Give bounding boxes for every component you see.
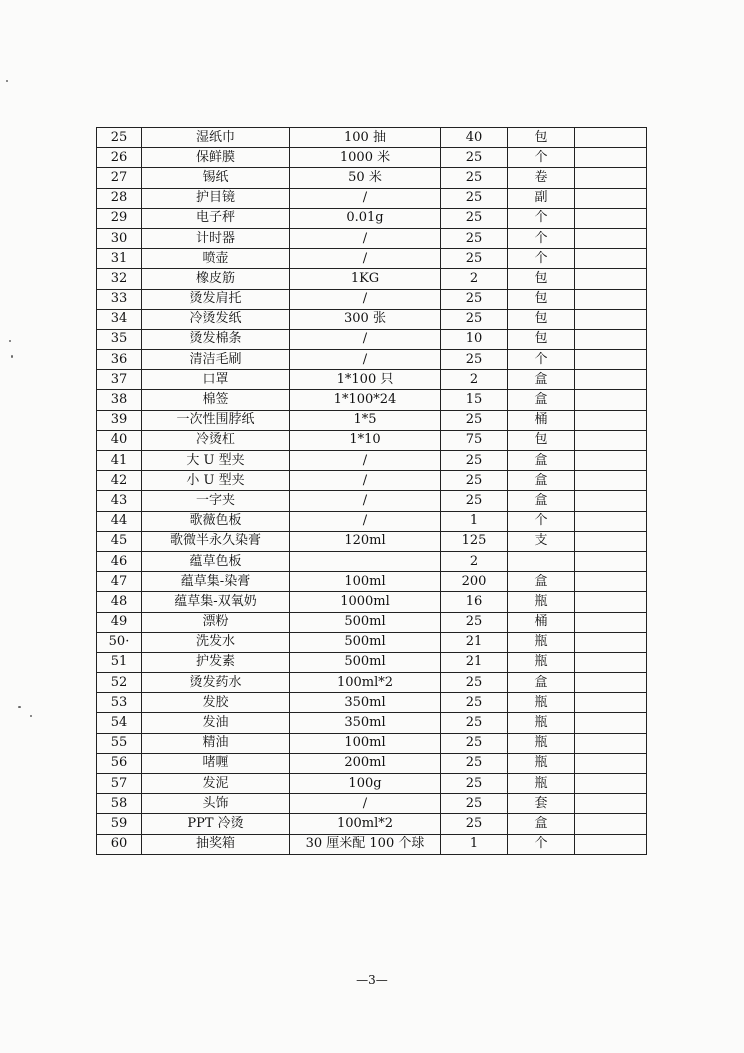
item-name: 大 U 型夹 [142, 451, 290, 471]
table-row [97, 834, 647, 854]
row-number: 51 [97, 652, 142, 672]
item-spec: 50 米 [290, 168, 441, 188]
empty-cell [575, 228, 647, 248]
item-unit: 瓶 [508, 693, 575, 713]
item-quantity: 200 [441, 572, 508, 592]
item-name: 护目镜 [142, 188, 290, 208]
item-name: 洗发水 [142, 632, 290, 652]
item-quantity: 25 [441, 208, 508, 228]
item-quantity: 25 [441, 228, 508, 248]
row-number: 52 [97, 673, 142, 693]
row-number: 34 [97, 309, 142, 329]
table-row [97, 753, 647, 773]
item-name: 烫发棉条 [142, 329, 290, 349]
table-row [97, 814, 647, 834]
empty-cell [575, 592, 647, 612]
item-spec: 100ml*2 [290, 673, 441, 693]
table-row [97, 228, 647, 248]
item-spec: 100 抽 [290, 128, 441, 148]
empty-cell [575, 128, 647, 148]
item-name: 锡纸 [142, 168, 290, 188]
item-name: 发油 [142, 713, 290, 733]
row-number: 38 [97, 390, 142, 410]
table-row [97, 572, 647, 592]
item-name: 棉签 [142, 390, 290, 410]
item-spec: 1*5 [290, 410, 441, 430]
item-quantity: 25 [441, 491, 508, 511]
item-name: 小 U 型夹 [142, 471, 290, 491]
table-row [97, 733, 647, 753]
item-unit: 瓶 [508, 753, 575, 773]
item-name: 一次性围脖纸 [142, 410, 290, 430]
item-spec: 30 厘米配 100 个球 [290, 834, 441, 854]
empty-cell [575, 309, 647, 329]
row-number: 44 [97, 511, 142, 531]
row-number: 33 [97, 289, 142, 309]
item-quantity: 25 [441, 309, 508, 329]
item-unit: 个 [508, 228, 575, 248]
item-name: 蕴草集-染膏 [142, 572, 290, 592]
item-name: 歌薇色板 [142, 511, 290, 531]
table-row [97, 249, 647, 269]
table-row [97, 208, 647, 228]
item-spec: 350ml [290, 693, 441, 713]
item-spec: 1*10 [290, 430, 441, 450]
item-unit: 瓶 [508, 592, 575, 612]
item-quantity: 25 [441, 753, 508, 773]
item-spec: / [290, 511, 441, 531]
item-spec [290, 551, 441, 571]
item-unit: 瓶 [508, 652, 575, 672]
item-quantity: 16 [441, 592, 508, 612]
row-number: 55 [97, 733, 142, 753]
item-spec: 100ml [290, 733, 441, 753]
table-row [97, 794, 647, 814]
item-quantity: 1 [441, 511, 508, 531]
item-quantity: 75 [441, 430, 508, 450]
table-row [97, 188, 647, 208]
item-unit: 盒 [508, 451, 575, 471]
empty-cell [575, 188, 647, 208]
item-unit: 个 [508, 511, 575, 531]
item-quantity: 21 [441, 652, 508, 672]
item-quantity: 1 [441, 834, 508, 854]
item-name: 啫喱 [142, 753, 290, 773]
empty-cell [575, 693, 647, 713]
item-name: 歌微半永久染膏 [142, 531, 290, 551]
item-spec: 0.01g [290, 208, 441, 228]
item-unit: 包 [508, 289, 575, 309]
table-row [97, 471, 647, 491]
empty-cell [575, 612, 647, 632]
empty-cell [575, 249, 647, 269]
item-unit: 套 [508, 794, 575, 814]
row-number: 35 [97, 329, 142, 349]
item-unit: 包 [508, 430, 575, 450]
empty-cell [575, 713, 647, 733]
item-name: 一字夹 [142, 491, 290, 511]
empty-cell [575, 572, 647, 592]
row-number: 48 [97, 592, 142, 612]
item-spec: 100g [290, 774, 441, 794]
row-number: 30 [97, 228, 142, 248]
row-number: 50· [97, 632, 142, 652]
item-unit: 副 [508, 188, 575, 208]
table-row [97, 370, 647, 390]
table-row [97, 451, 647, 471]
item-spec: 1000 米 [290, 148, 441, 168]
item-quantity: 25 [441, 249, 508, 269]
item-name: 橡皮筋 [142, 269, 290, 289]
empty-cell [575, 511, 647, 531]
table-row [97, 410, 647, 430]
item-name: 精油 [142, 733, 290, 753]
empty-cell [575, 673, 647, 693]
table-row [97, 632, 647, 652]
item-spec: 120ml [290, 531, 441, 551]
empty-cell [575, 794, 647, 814]
empty-cell [575, 551, 647, 571]
empty-cell [575, 531, 647, 551]
item-spec: / [290, 228, 441, 248]
item-unit: 盒 [508, 491, 575, 511]
empty-cell [575, 451, 647, 471]
table-row [97, 128, 647, 148]
item-spec: / [290, 249, 441, 269]
row-number: 57 [97, 774, 142, 794]
item-spec: / [290, 329, 441, 349]
row-number: 31 [97, 249, 142, 269]
empty-cell [575, 834, 647, 854]
item-name: 喷壶 [142, 249, 290, 269]
scan-speck [18, 706, 21, 708]
item-spec: / [290, 794, 441, 814]
table-row [97, 390, 647, 410]
item-spec: 500ml [290, 652, 441, 672]
table-row [97, 148, 647, 168]
table-row [97, 531, 647, 551]
item-quantity: 2 [441, 551, 508, 571]
item-quantity: 25 [441, 289, 508, 309]
row-number: 47 [97, 572, 142, 592]
item-unit: 盒 [508, 572, 575, 592]
item-quantity: 25 [441, 814, 508, 834]
row-number: 36 [97, 350, 142, 370]
empty-cell [575, 410, 647, 430]
item-spec: 1*100*24 [290, 390, 441, 410]
empty-cell [575, 370, 647, 390]
table-row [97, 430, 647, 450]
item-name: 头饰 [142, 794, 290, 814]
item-quantity: 25 [441, 451, 508, 471]
item-name: 口罩 [142, 370, 290, 390]
item-quantity: 25 [441, 612, 508, 632]
item-spec: 100ml [290, 572, 441, 592]
item-name: 抽奖箱 [142, 834, 290, 854]
empty-cell [575, 168, 647, 188]
item-name: 发胶 [142, 693, 290, 713]
item-unit: 瓶 [508, 733, 575, 753]
row-number: 45 [97, 531, 142, 551]
item-quantity: 2 [441, 269, 508, 289]
table-row [97, 269, 647, 289]
empty-cell [575, 733, 647, 753]
item-name: 发泥 [142, 774, 290, 794]
item-quantity: 25 [441, 774, 508, 794]
item-name: 蕴草集-双氧奶 [142, 592, 290, 612]
item-unit: 瓶 [508, 774, 575, 794]
scan-speck [6, 80, 8, 82]
item-unit: 盒 [508, 471, 575, 491]
item-spec: / [290, 471, 441, 491]
empty-cell [575, 148, 647, 168]
item-name: 烫发药水 [142, 673, 290, 693]
empty-cell [575, 632, 647, 652]
item-name: 护发素 [142, 652, 290, 672]
row-number: 56 [97, 753, 142, 773]
item-name: 漂粉 [142, 612, 290, 632]
table-row [97, 592, 647, 612]
table-row [97, 309, 647, 329]
table-row [97, 551, 647, 571]
item-quantity: 25 [441, 168, 508, 188]
item-spec: 1*100 只 [290, 370, 441, 390]
empty-cell [575, 774, 647, 794]
item-unit: 个 [508, 249, 575, 269]
item-quantity: 25 [441, 471, 508, 491]
row-number: 29 [97, 208, 142, 228]
item-name: 电子秤 [142, 208, 290, 228]
empty-cell [575, 390, 647, 410]
item-quantity: 25 [441, 733, 508, 753]
item-name: 蕴草色板 [142, 551, 290, 571]
item-spec: / [290, 451, 441, 471]
table-row [97, 511, 647, 531]
empty-cell [575, 814, 647, 834]
item-spec: 1000ml [290, 592, 441, 612]
item-unit: 瓶 [508, 632, 575, 652]
row-number: 58 [97, 794, 142, 814]
row-number: 27 [97, 168, 142, 188]
item-spec: 100ml*2 [290, 814, 441, 834]
item-quantity: 25 [441, 693, 508, 713]
item-quantity: 25 [441, 350, 508, 370]
table-row [97, 673, 647, 693]
items-table-body [97, 128, 647, 855]
item-name: 湿纸巾 [142, 128, 290, 148]
scan-speck [9, 340, 11, 342]
item-spec: / [290, 491, 441, 511]
table-row [97, 168, 647, 188]
item-name: 冷烫杠 [142, 430, 290, 450]
empty-cell [575, 269, 647, 289]
row-number: 46 [97, 551, 142, 571]
item-name: 计时器 [142, 228, 290, 248]
row-number: 28 [97, 188, 142, 208]
item-quantity: 125 [441, 531, 508, 551]
item-quantity: 10 [441, 329, 508, 349]
item-unit: 盒 [508, 673, 575, 693]
item-quantity: 25 [441, 188, 508, 208]
items-table [96, 127, 647, 855]
item-name: 清洁毛刷 [142, 350, 290, 370]
empty-cell [575, 491, 647, 511]
item-name: 烫发肩托 [142, 289, 290, 309]
item-unit: 支 [508, 531, 575, 551]
row-number: 59 [97, 814, 142, 834]
table-row [97, 652, 647, 672]
item-unit [508, 551, 575, 571]
row-number: 41 [97, 451, 142, 471]
row-number: 40 [97, 430, 142, 450]
item-unit: 桶 [508, 612, 575, 632]
table-row [97, 774, 647, 794]
item-spec: 200ml [290, 753, 441, 773]
item-quantity: 25 [441, 410, 508, 430]
row-number: 42 [97, 471, 142, 491]
item-quantity: 25 [441, 794, 508, 814]
table-row [97, 491, 647, 511]
item-spec: / [290, 350, 441, 370]
page-number: —3— [356, 973, 388, 987]
row-number: 60 [97, 834, 142, 854]
empty-cell [575, 753, 647, 773]
row-number: 26 [97, 148, 142, 168]
item-unit: 盒 [508, 370, 575, 390]
item-quantity: 25 [441, 673, 508, 693]
item-unit: 盒 [508, 814, 575, 834]
item-unit: 个 [508, 208, 575, 228]
item-unit: 桶 [508, 410, 575, 430]
empty-cell [575, 289, 647, 309]
item-spec: 350ml [290, 713, 441, 733]
row-number: 54 [97, 713, 142, 733]
item-unit: 包 [508, 309, 575, 329]
item-unit: 个 [508, 148, 575, 168]
item-quantity: 21 [441, 632, 508, 652]
empty-cell [575, 430, 647, 450]
row-number: 43 [97, 491, 142, 511]
row-number: 49 [97, 612, 142, 632]
item-quantity: 25 [441, 148, 508, 168]
empty-cell [575, 208, 647, 228]
item-unit: 个 [508, 350, 575, 370]
row-number: 25 [97, 128, 142, 148]
item-unit: 卷 [508, 168, 575, 188]
item-quantity: 25 [441, 713, 508, 733]
empty-cell [575, 329, 647, 349]
empty-cell [575, 350, 647, 370]
item-unit: 个 [508, 834, 575, 854]
row-number: 39 [97, 410, 142, 430]
row-number: 37 [97, 370, 142, 390]
item-name: 冷烫发纸 [142, 309, 290, 329]
item-unit: 包 [508, 128, 575, 148]
empty-cell [575, 652, 647, 672]
row-number: 53 [97, 693, 142, 713]
table-row [97, 612, 647, 632]
table-row [97, 693, 647, 713]
table-row [97, 329, 647, 349]
item-spec: 500ml [290, 612, 441, 632]
item-spec: / [290, 188, 441, 208]
item-name: PPT 冷烫 [142, 814, 290, 834]
item-unit: 盒 [508, 390, 575, 410]
item-quantity: 40 [441, 128, 508, 148]
item-unit: 包 [508, 269, 575, 289]
item-unit: 瓶 [508, 713, 575, 733]
table-row [97, 713, 647, 733]
item-spec: 1KG [290, 269, 441, 289]
row-number: 32 [97, 269, 142, 289]
item-spec: / [290, 289, 441, 309]
scan-speck [30, 715, 32, 717]
item-name: 保鲜膜 [142, 148, 290, 168]
empty-cell [575, 471, 647, 491]
item-quantity: 15 [441, 390, 508, 410]
table-row [97, 289, 647, 309]
item-unit: 包 [508, 329, 575, 349]
item-quantity: 2 [441, 370, 508, 390]
item-spec: 500ml [290, 632, 441, 652]
item-spec: 300 张 [290, 309, 441, 329]
scan-speck [11, 355, 13, 358]
table-row [97, 350, 647, 370]
